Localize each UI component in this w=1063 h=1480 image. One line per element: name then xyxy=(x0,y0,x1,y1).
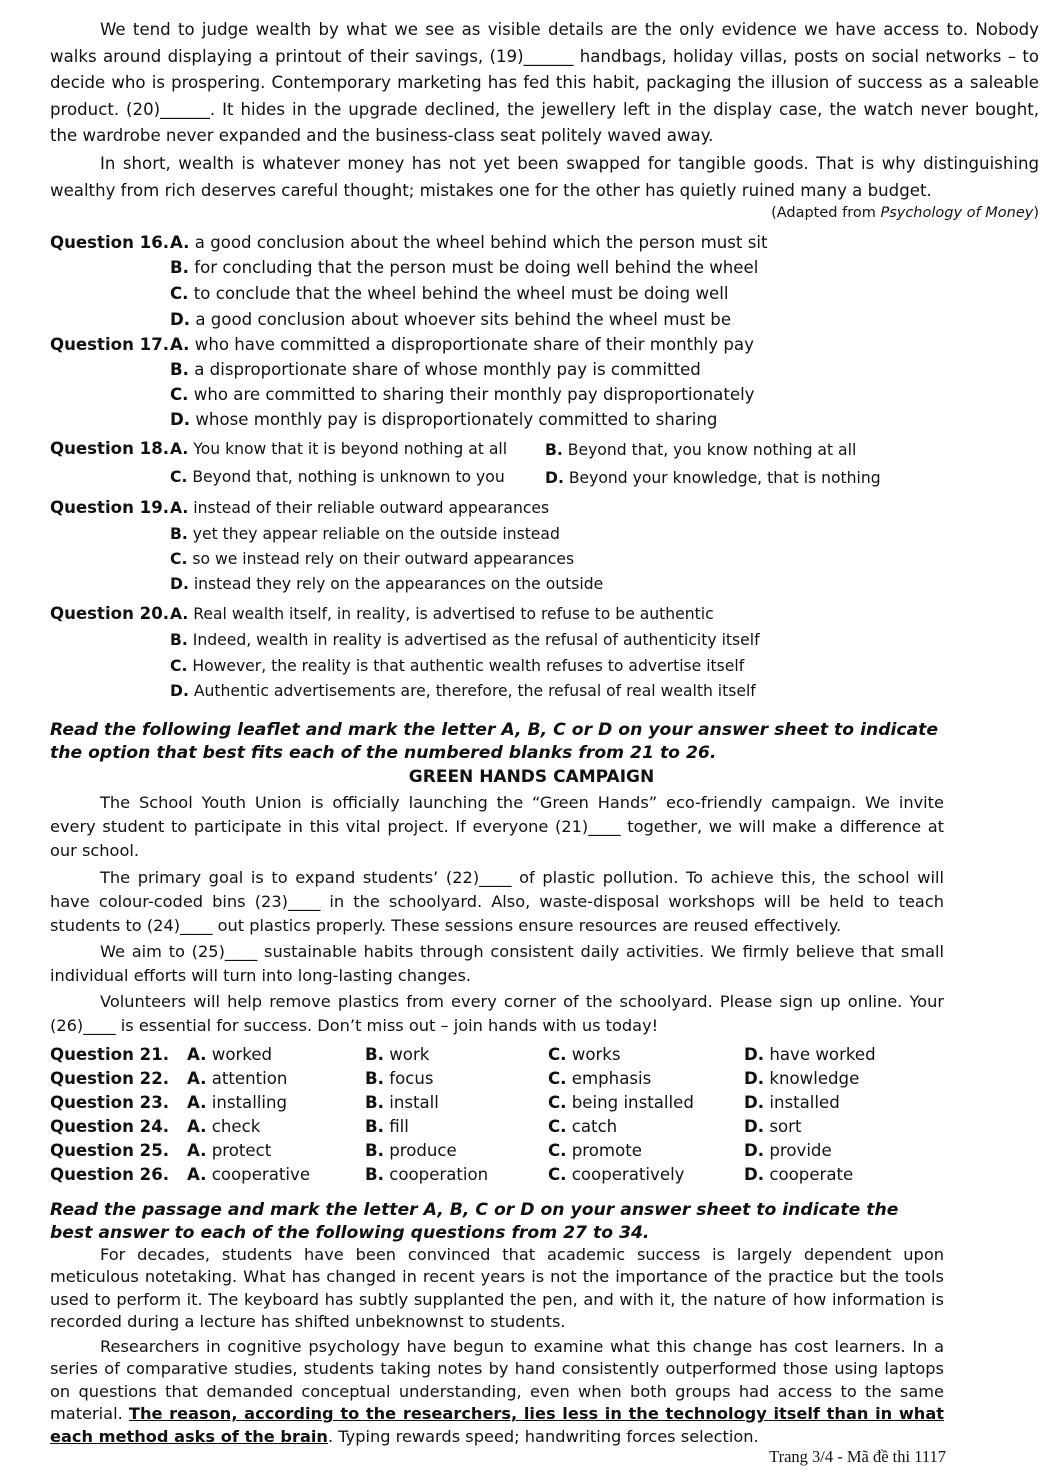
q16-option-d[interactable]: D. a good conclusion about whoever sits behind the wheel must be xyxy=(170,310,732,329)
q18-option-a[interactable]: A. You know that it is beyond nothing at all xyxy=(170,440,508,458)
q16-option-b[interactable]: B. for concluding that the person must be doing well behind the wheel xyxy=(170,258,759,277)
q19-option-c[interactable]: C. so we instead rely on their outward appearances xyxy=(170,550,575,568)
q17-option-c[interactable]: C. who are committed to sharing their monthly pay disproportionately xyxy=(170,385,755,404)
q26-option-c[interactable]: C. cooperatively xyxy=(548,1165,685,1184)
q16-option-a[interactable]: A. a good conclusion about the wheel behind which the person must sit xyxy=(170,233,768,252)
q23-option-c[interactable]: C. being installed xyxy=(548,1093,694,1112)
q19-option-a[interactable]: A. instead of their reliable outward appearances xyxy=(170,499,550,517)
section-instruction-reading: Read the passage and mark the letter A, B, C or D on your answer sheet to indicate the best answer to each of the following questions from 27 to 34. xyxy=(50,1200,899,1243)
q18-option-b[interactable]: B. Beyond that, you know nothing at all xyxy=(545,441,857,459)
q19-option-b[interactable]: B. yet they appear reliable on the outside instead xyxy=(170,525,560,543)
q24-option-c[interactable]: C. catch xyxy=(548,1117,618,1136)
q25-option-c[interactable]: C. promote xyxy=(548,1141,642,1160)
q24-option-d[interactable]: D. sort xyxy=(744,1117,802,1136)
q26-option-b[interactable]: B. cooperation xyxy=(365,1165,489,1184)
q21-option-c[interactable]: C. works xyxy=(548,1045,621,1064)
underlined-sentence: The reason, according to the researchers, lies less in the technology itself than in what each method asks of the brain xyxy=(50,1404,944,1446)
leaflet-paragraph-2: The primary goal is to expand students’ (22)____ of plastic pollution. To achieve this, the school will have colour-coded bins (23)____ in the schoolyard. Also, waste-disposal workshops will be held to teach students to (24)____ out plastics properly. These sessions ensure resources are reused effectively. xyxy=(50,868,944,935)
question-20-label: Question 20. xyxy=(50,604,170,623)
leaflet-paragraph-1: The School Youth Union is officially launching the “Green Hands” eco-friendly campaign. We invite every student to participate in this vital project. If everyone (21)____ together, we will make a difference at our school. xyxy=(50,793,944,860)
question-19-label: Question 19. xyxy=(50,498,170,517)
q23-option-d[interactable]: D. installed xyxy=(744,1093,840,1112)
passage-paragraph-1: We tend to judge wealth by what we see as visible details are the only evidence we have access to. Nobody walks around displaying a printout of their savings, (19)______ handbags, holiday villas, posts on social networks – to decide who is prospering. Contemporary marketing has fed this habit, packaging the illusion of success as a saleable product. (20)______. It hides in the upgrade declined, the jewellery left in the display case, the watch never bought, the wardrobe never expanded and the business-class seat politely waved away. xyxy=(50,20,1039,146)
q17-option-a[interactable]: A. who have committed a disproportionate share of their monthly pay xyxy=(170,335,754,354)
q17-option-d[interactable]: D. whose monthly pay is disproportionately committed to sharing xyxy=(170,410,718,429)
q18-option-c[interactable]: C. Beyond that, nothing is unknown to you xyxy=(170,468,505,486)
q26-option-d[interactable]: D. cooperate xyxy=(744,1165,854,1184)
q20-option-a[interactable]: A. Real wealth itself, in reality, is advertised to refuse to be authentic xyxy=(170,605,714,623)
q23-option-a[interactable]: A. installing xyxy=(187,1093,288,1112)
reading-paragraph-2: Researchers in cognitive psychology have begun to examine what this change has cost learners. In a series of comparative studies, students taking notes by hand consistently outperformed those using laptops on questions that demanded conceptual understanding, even when both groups had access to the same material. The reason, according to the researchers, lies less in the technology itself than in what each method asks of the brain. Typing rewards speed; handwriting forces selection. xyxy=(50,1337,944,1446)
q21-option-a[interactable]: A. worked xyxy=(187,1045,273,1064)
reading-paragraph-1: For decades, students have been convinced that academic success is largely dependent upon meticulous notetaking. What has changed in recent years is not the importance of the practice but the tools used to perform it. The keyboard has subtly supplanted the pen, and with it, the nature of how information is recorded during a lecture has shifted unbeknownst to students. xyxy=(50,1245,944,1332)
leaflet-paragraph-4: Volunteers will help remove plastics from every corner of the schoolyard. Please sign up online. Your (26)____ is essential for success. Don’t miss out – join hands with us today! xyxy=(50,992,944,1035)
q21-option-b[interactable]: B. work xyxy=(365,1045,430,1064)
q22-option-a[interactable]: A. attention xyxy=(187,1069,288,1088)
question-18-label: Question 18. xyxy=(50,439,170,458)
q20-option-c[interactable]: C. However, the reality is that authentic wealth refuses to advertise itself xyxy=(170,657,745,675)
page-footer: Trang 3/4 - Mã đề thi 1117 xyxy=(769,1447,946,1466)
leaflet-paragraph-3: We aim to (25)____ sustainable habits through consistent daily activities. We firmly believe that small individual efforts will turn into long-lasting changes. xyxy=(50,942,944,985)
q25-option-d[interactable]: D. provide xyxy=(744,1141,832,1160)
q24-option-b[interactable]: B. fill xyxy=(365,1117,409,1136)
q23-option-b[interactable]: B. install xyxy=(365,1093,439,1112)
q17-option-b[interactable]: B. a disproportionate share of whose monthly pay is committed xyxy=(170,360,701,379)
q18-option-d[interactable]: D. Beyond your knowledge, that is nothing xyxy=(545,469,881,487)
q22-option-c[interactable]: C. emphasis xyxy=(548,1069,652,1088)
question-16-label: Question 16. xyxy=(50,233,170,252)
q16-option-c[interactable]: C. to conclude that the wheel behind the wheel must be doing well xyxy=(170,284,729,303)
question-25-label: Question 25. xyxy=(50,1141,170,1160)
passage-paragraph-2: In short, wealth is whatever money has not yet been swapped for tangible goods. That is why distinguishing wealthy from rich deserves careful thought; mistakes one for the other has quietly ruined many a budget. xyxy=(50,154,1039,200)
source-citation: (Adapted from Psychology of Money) xyxy=(771,205,1039,221)
section-instruction-leaflet: Read the following leaflet and mark the letter A, B, C or D on your answer sheet to indicate the option that best fits each of the numbered blanks from 21 to 26. xyxy=(50,720,939,763)
q24-option-a[interactable]: A. check xyxy=(187,1117,261,1136)
question-17-label: Question 17. xyxy=(50,335,170,354)
q25-option-b[interactable]: B. produce xyxy=(365,1141,457,1160)
q19-option-d[interactable]: D. instead they rely on the appearances on the outside xyxy=(170,575,604,593)
leaflet-title: GREEN HANDS CAMPAIGN xyxy=(408,767,655,787)
q25-option-a[interactable]: A. protect xyxy=(187,1141,272,1160)
question-23-label: Question 23. xyxy=(50,1093,170,1112)
q26-option-a[interactable]: A. cooperative xyxy=(187,1165,311,1184)
q21-option-d[interactable]: D. have worked xyxy=(744,1045,876,1064)
q22-option-b[interactable]: B. focus xyxy=(365,1069,434,1088)
question-21-label: Question 21. xyxy=(50,1045,170,1064)
question-22-label: Question 22. xyxy=(50,1069,170,1088)
q20-option-d[interactable]: D. Authentic advertisements are, therefore, the refusal of real wealth itself xyxy=(170,682,756,700)
q20-option-b[interactable]: B. Indeed, wealth in reality is advertised as the refusal of authenticity itself xyxy=(170,631,760,649)
q22-option-d[interactable]: D. knowledge xyxy=(744,1069,860,1088)
question-26-label: Question 26. xyxy=(50,1165,170,1184)
question-24-label: Question 24. xyxy=(50,1117,170,1136)
